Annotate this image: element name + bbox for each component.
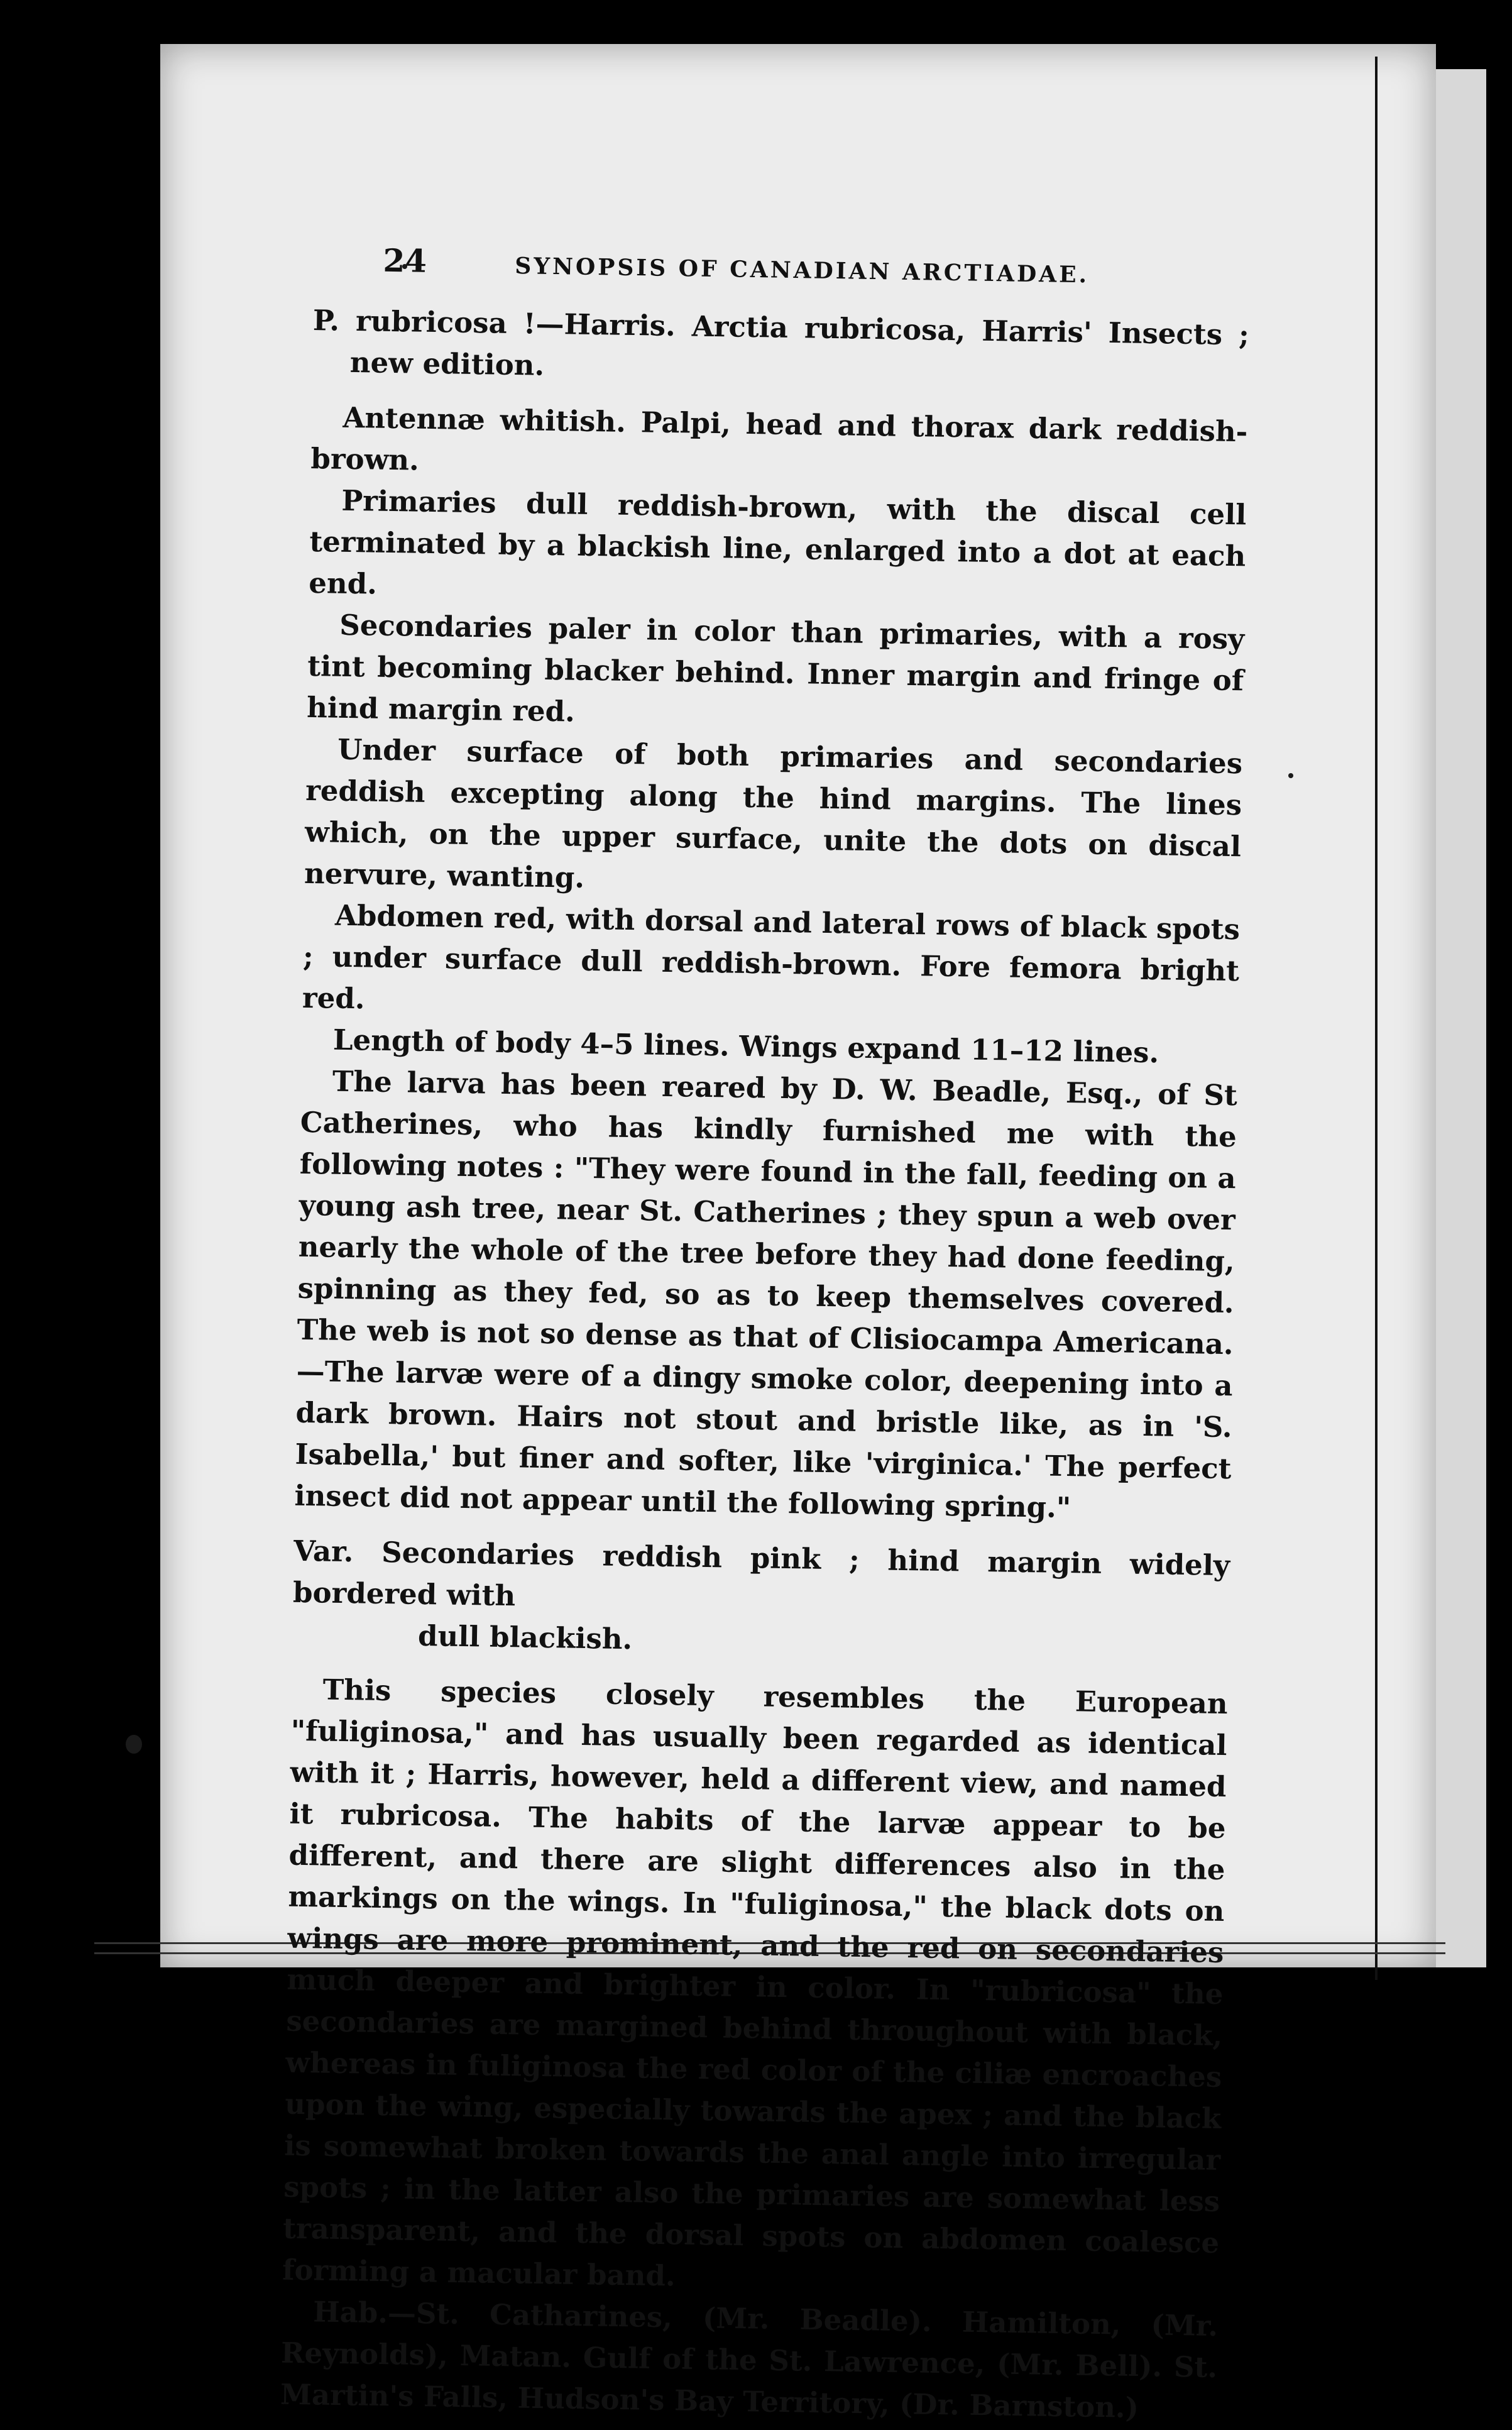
variety-continued: dull blackish. (417, 1619, 633, 1656)
variety-line (293, 1531, 1230, 1628)
habitat-paragraph: Hab.—St. Catharines, (Mr. Beadle). Hamilton, (Mr. Reynolds), Matan. Gulf of the St. Lawrence, (Mr. Bell). St. Martin's Falls, Hudson's Bay Territory, (Dr. Barnston.) (280, 2295, 1219, 2425)
larva-notes-paragraph: The larva has been reared by D. W. Beadle, Esq., of St Catherines, who has kindly furnished me with the following notes : "They were found in the fall, feeding on a young ash tree, near St. Catherines ; they spun a web over nearly the whole of the tree before they had done feeding, spinning as they fed, so as to keep themselves covered. The web is not so dense as that of Clisiocampa Americana.—The larvæ were of a dingy smoke color, deepening into a dark brown. Hairs not stout and bristle like, as in 'S. Isabella,' but finer and softer, like 'virginica.' The perfect insect did not appear until the following spring." (294, 1064, 1238, 1525)
facing-page-edge (1436, 69, 1486, 1967)
species-heading: P. rubricosa !—Harris. Arctia rubricosa, Harris' Insects ; new edition. (312, 303, 1250, 382)
description-paragraph: Primaries dull reddish-brown, with the discal cell terminated by a blackish line, enlarged into a dot at each end. (308, 483, 1247, 601)
ink-speck (1288, 773, 1293, 778)
page-number: 24 (383, 241, 427, 280)
remarks-paragraph: This species closely resembles the European "fuliginosa," and has usually been regarded as identical with it ; Harris, however, held a different view, and named it rubricosa. The habits of the larvæ appear to be different, and there are slight differences also in the markings on the wings. In "fuliginosa," the black dots on wings are more prominent, and the red on secondaries much deeper and brighter in color. In "rubricosa" the secondaries are margined behind throughout with black, whereas in fuliginosa the red color of the ciliæ encroaches upon the wing, especially towards the apex ; and the black is somewhat broken towards the anal angle into irregular spots ; in the latter also the primaries are somewhat less transparent, and the dorsal spots on abdomen coalesce forming a macular band. (282, 1673, 1228, 2293)
description-paragraph: Abdomen red, with dorsal and lateral rows of black spots ; under surface dull reddish-brown. Fore femora bright red. (302, 898, 1241, 1016)
description-paragraph: Antennæ whitish. Palpi, head and thorax dark reddish-brown. (310, 400, 1248, 477)
variety-text: Secondaries reddish pink ; hind margin widely bordered with (292, 1535, 1230, 1613)
description-paragraph: Secondaries paler in color than primaries, with a rosy tint becoming blacker behind. Inner margin and fringe of hind margin red. (306, 608, 1245, 728)
running-head-title: SYNOPSIS OF CANADIAN ARCTIADAE. (515, 253, 1090, 289)
page-gutter-line (1375, 57, 1378, 1980)
page-text (280, 239, 1251, 2430)
ink-blot (126, 1735, 142, 1754)
description-paragraph: Length of body 4–5 lines. Wings expand 11–12 lines. (332, 1023, 1159, 1070)
description-paragraph: Under surface of both primaries and secondaries reddish excepting along the hind margins. The lines which, on the upper surface, unite the dots on discal nervure, wanting. (304, 732, 1243, 894)
variety-label: Var. (293, 1534, 354, 1569)
